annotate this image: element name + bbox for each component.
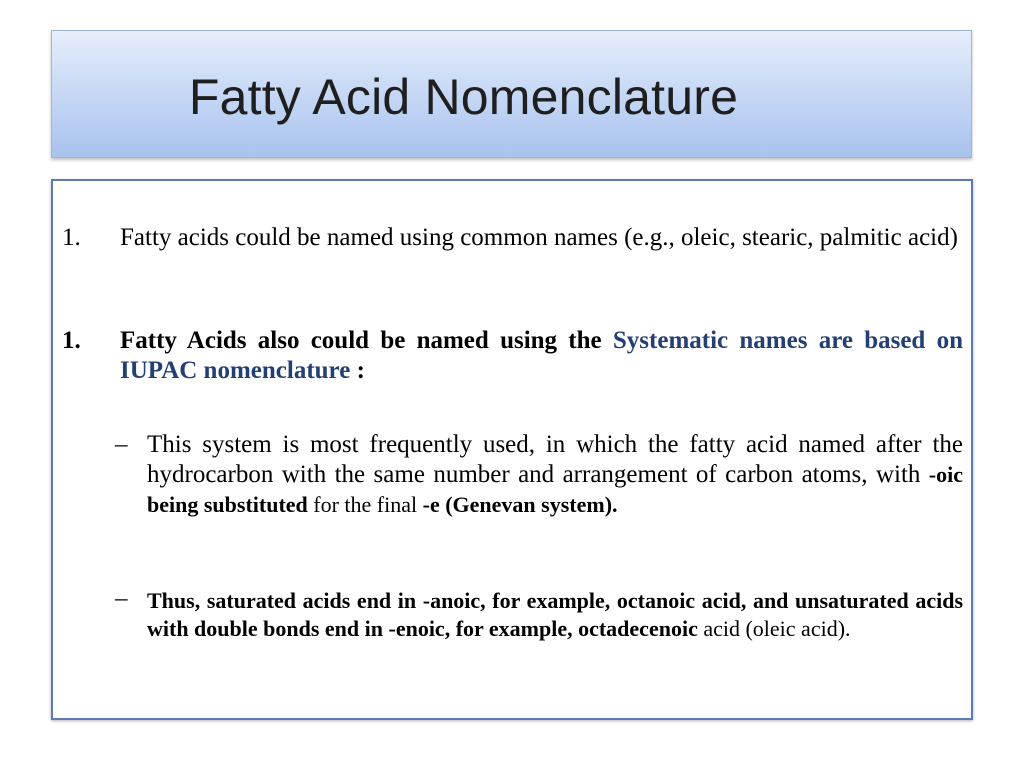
dash-bullet: –	[115, 431, 128, 458]
slide-title: Fatty Acid Nomenclature	[188, 69, 739, 125]
list-item-text: Fatty acids could be named using common names (e.g., oleic, stearic, palmitic acid)	[120, 224, 958, 251]
text-end: :	[350, 357, 365, 384]
list-item-text	[120, 326, 963, 386]
list-item-common-names	[62, 222, 963, 253]
content-box	[51, 179, 973, 720]
text-bold: -oic being substituted	[147, 462, 963, 517]
list-number: 1.	[62, 224, 81, 251]
title-banner	[51, 30, 972, 158]
text-bold: Fatty Acids also could be named using the	[120, 327, 613, 354]
sub-bullet-text	[147, 430, 963, 520]
text-highlight: Systematic names are based on IUPAC nomenclature	[120, 327, 963, 384]
sub-bullet-text	[147, 587, 963, 643]
sub-bullet-genevan	[115, 430, 963, 520]
text-bold: Thus, saturated acids end in -anoic, for example, octanoic acid, and unsaturated acids with double bonds end in -enoic, for example, octadecenoic	[147, 588, 963, 641]
text-part: acid (oleic acid).	[697, 616, 851, 641]
list-number: 1.	[62, 327, 81, 354]
list-item-systematic-names	[62, 326, 963, 386]
text-bold: -e (Genevan system).	[422, 492, 618, 517]
text-part: for the final	[307, 492, 423, 517]
text-part: This system is most frequently used, in which the fatty acid named after the hydrocarbon with the same number and arrangement of carbon atoms, with	[147, 431, 963, 488]
dash-bullet: –	[115, 585, 128, 612]
sub-bullet-examples	[115, 587, 963, 643]
